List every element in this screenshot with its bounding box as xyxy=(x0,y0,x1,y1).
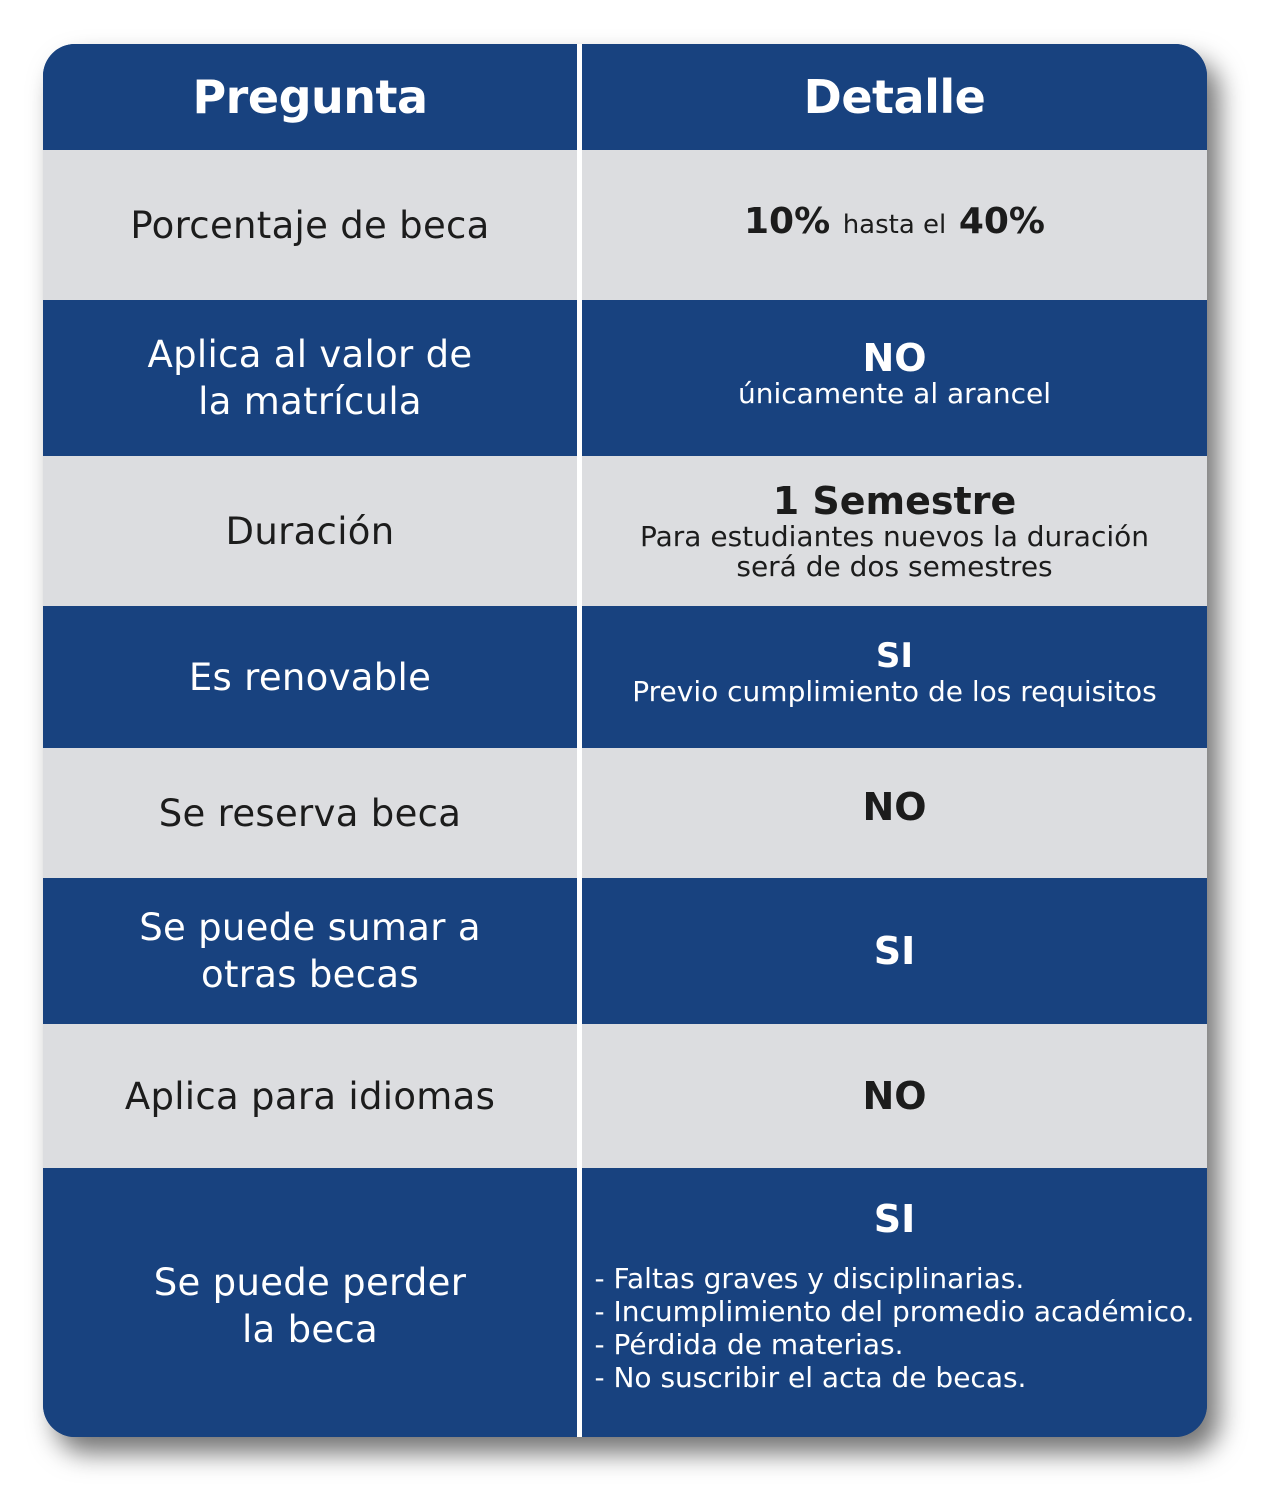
table-row xyxy=(43,748,1207,878)
detail-answer: SI xyxy=(873,1197,916,1241)
detail-cell xyxy=(582,606,1207,748)
detail-cell xyxy=(582,878,1207,1024)
table-row xyxy=(43,456,1207,606)
detail-cell xyxy=(582,1024,1207,1168)
question-text: Aplica al valor de xyxy=(147,333,473,376)
question-cell xyxy=(43,1168,577,1437)
loss-reasons-list xyxy=(594,1262,1194,1394)
percentage-range xyxy=(744,201,1045,242)
header-detalle-label: Detalle xyxy=(803,70,986,124)
detail-answer: NO xyxy=(862,1074,927,1118)
detail-cell xyxy=(582,748,1207,878)
detail-note: Para estudiantes nuevos la duración xyxy=(639,520,1150,553)
table-row xyxy=(43,300,1207,456)
question-text: Duración xyxy=(225,509,395,553)
question-text: Se puede sumar a xyxy=(139,906,481,949)
question-text: Se puede perder xyxy=(153,1260,467,1304)
header-detalle xyxy=(582,44,1207,150)
table-row xyxy=(43,150,1207,300)
list-item: - Incumplimiento del promedio académico. xyxy=(594,1295,1195,1328)
detail-note: únicamente al arancel xyxy=(738,377,1051,410)
question-text: la beca xyxy=(241,1307,379,1351)
percentage-connector: hasta el xyxy=(842,209,947,240)
detail-cell xyxy=(582,456,1207,606)
table-row xyxy=(43,1024,1207,1168)
question-cell xyxy=(43,748,577,878)
scholarship-table xyxy=(43,44,1207,1437)
list-item: - Pérdida de materias. xyxy=(594,1328,904,1361)
detail-answer: 1 Semestre xyxy=(772,479,1017,523)
table-row xyxy=(43,878,1207,1024)
detail-answer: NO xyxy=(862,336,927,380)
question-cell xyxy=(43,456,577,606)
question-text: Es renovable xyxy=(188,655,432,699)
question-text: otras becas xyxy=(201,953,419,996)
table-header xyxy=(43,44,1207,150)
table-row xyxy=(43,1168,1207,1437)
percentage-from: 10% xyxy=(743,200,831,242)
table-row xyxy=(43,606,1207,748)
question-cell xyxy=(43,878,577,1024)
detail-note: Previo cumplimiento de los requisitos xyxy=(632,675,1157,708)
question-cell xyxy=(43,300,577,456)
header-pregunta xyxy=(43,44,577,150)
question-cell xyxy=(43,1024,577,1168)
detail-answer: SI xyxy=(875,636,914,676)
question-cell xyxy=(43,606,577,748)
list-item: - No suscribir el acta de becas. xyxy=(594,1361,1027,1394)
question-text: la matrícula xyxy=(198,380,422,423)
header-pregunta-label: Pregunta xyxy=(192,70,428,124)
percentage-to: 40% xyxy=(958,200,1045,242)
detail-answer: NO xyxy=(862,785,927,829)
list-item: - Faltas graves y disciplinarias. xyxy=(594,1262,1025,1295)
question-text: Aplica para idiomas xyxy=(124,1074,496,1118)
detail-cell xyxy=(582,300,1207,456)
detail-note: será de dos semestres xyxy=(736,550,1053,583)
detail-cell xyxy=(582,1168,1207,1437)
question-cell xyxy=(43,150,577,300)
detail-cell xyxy=(582,150,1207,300)
question-text: Porcentaje de beca xyxy=(130,203,490,247)
question-text: Se reserva beca xyxy=(158,791,462,835)
detail-answer: SI xyxy=(873,929,916,973)
